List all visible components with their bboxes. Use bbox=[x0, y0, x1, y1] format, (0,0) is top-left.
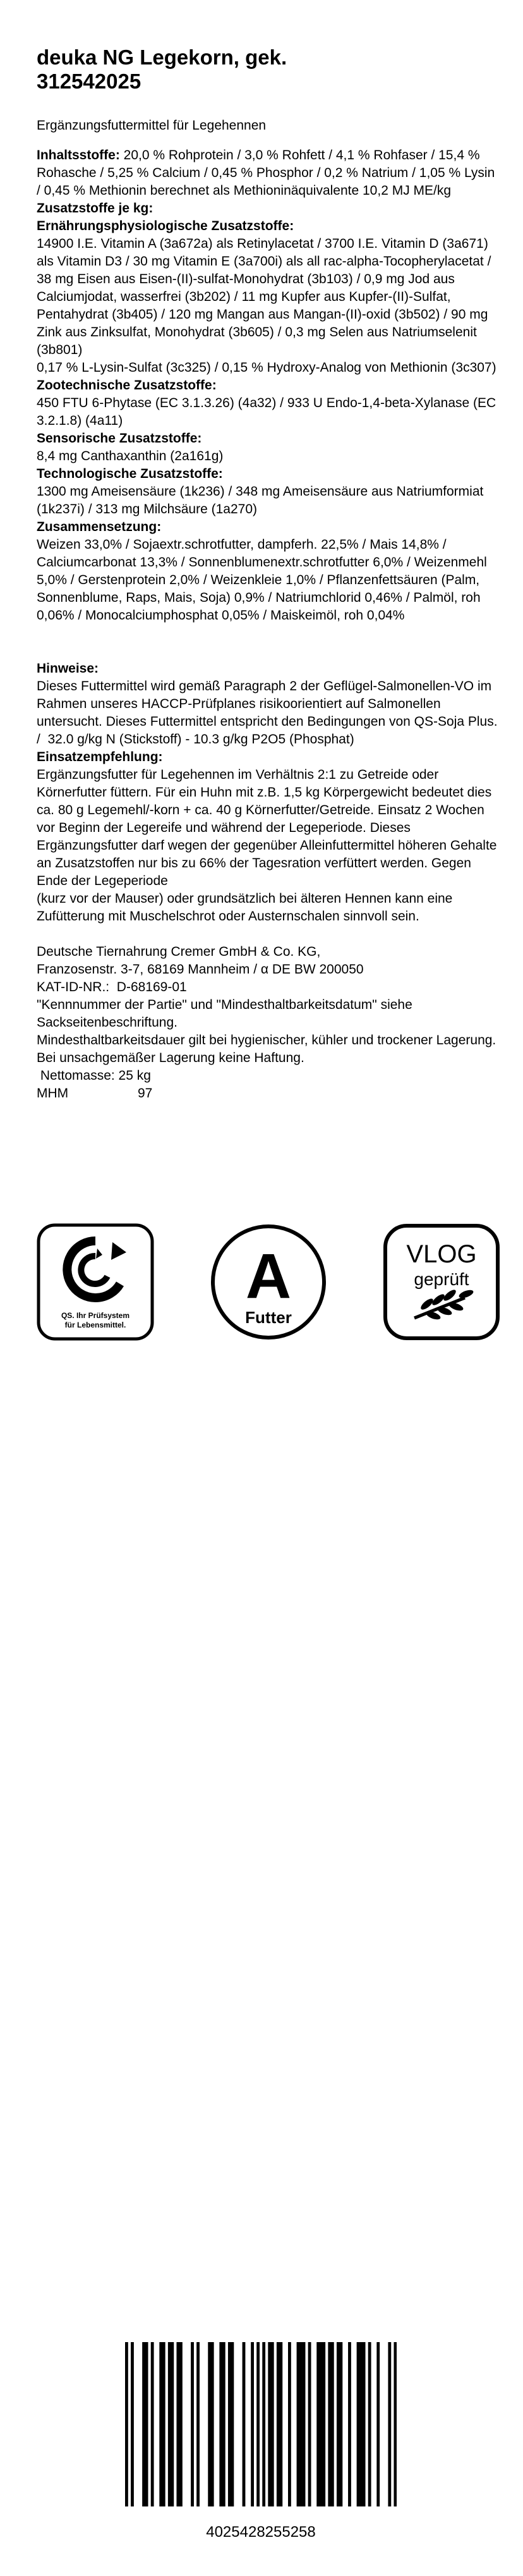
section-paragraph bbox=[37, 448, 501, 465]
barcode-bar bbox=[376, 2342, 380, 2506]
mhm-label: MHM bbox=[37, 1086, 69, 1101]
section-paragraph bbox=[37, 147, 501, 200]
barcode-bar bbox=[222, 2342, 225, 2506]
futter-text: Futter bbox=[245, 1308, 292, 1327]
barcode-bar bbox=[219, 2342, 222, 2506]
qs-logo bbox=[37, 1223, 154, 1341]
section-paragraph bbox=[37, 766, 501, 925]
barcode-bar bbox=[322, 2342, 325, 2506]
section-label: Hinweise: bbox=[37, 661, 99, 676]
barcode-bar bbox=[348, 2342, 351, 2506]
vlog-logo bbox=[383, 1223, 500, 1341]
section-paragraph bbox=[37, 536, 501, 625]
a-futter-logo bbox=[210, 1223, 327, 1341]
section-paragraph bbox=[37, 465, 501, 483]
section-text: 8,4 mg Canthaxanthin (2a161g) bbox=[37, 449, 224, 463]
section-label: Zootechnische Zusatzstoffe: bbox=[37, 378, 217, 393]
barcode-bar bbox=[176, 2342, 179, 2506]
kat-id: KAT-ID-NR.: D-68169-01 bbox=[37, 980, 187, 994]
barcode-bar bbox=[368, 2342, 371, 2506]
section-label: Zusammensetzung: bbox=[37, 520, 162, 534]
barcode-bar bbox=[297, 2342, 300, 2506]
barcode-bar bbox=[271, 2342, 274, 2506]
section-text: 14900 I.E. Vitamin A (3a672a) als Retinylacetat / 3700 I.E. Vitamin D (3a671) als Vitamin D3 / 30 mg Vitamin E (3a700i) als all rac-alpha-Tocopherylacetat / 38 mg Eisen aus Eisen-(II)-sulfat-Monohydrat (3b103) / 0,9 mg Jod aus Calciumjodat, wasserfrei (3b202) / 11 mg Kupfer aus Kupfer-(II)-Sulfat, Pentahydrat (3b405) / 120 mg Mangan aus Mangan-(II)-oxid (3b502) / 90 mg Zink aus Zinksulfat, Monohydrat (3b605) / 0,3 mg Selen aus Natriumselenit (3b801) bbox=[37, 236, 499, 357]
section-text: Dieses Futtermittel wird gemäß Paragraph 2 der Geflügel-Salmonellen-VO im Rahmen unseres HACCP-Prüfplanes risikoorientiert auf Salmonellen untersucht. Dieses Futtermittel entspricht den Bedingungen von QS-Soja Plus. / 32.0 g/kg N (Stickstoff) - 10.3 g/kg P2O5 (Phosphat) bbox=[37, 679, 502, 747]
barcode-bar bbox=[262, 2342, 265, 2506]
barcode-bar bbox=[359, 2342, 363, 2506]
composition-block bbox=[37, 147, 501, 625]
qs-text-1: QS. Ihr Prüfsystem bbox=[61, 1311, 130, 1320]
title-line-1: deuka NG Legekorn, gek. bbox=[37, 46, 287, 69]
a-futter-icon bbox=[210, 1223, 327, 1341]
barcode-bar bbox=[211, 2342, 214, 2506]
section-text: 1300 mg Ameisensäure (1k236) / 348 mg Ameisensäure aus Natriumformiat (1k237i) / 313 mg Milchsäure (1a270) bbox=[37, 484, 488, 516]
net-weight: Nettomasse: 25 kg bbox=[37, 1068, 151, 1083]
section-paragraph bbox=[37, 359, 501, 377]
barcode-bar bbox=[394, 2342, 397, 2506]
barcode-bar bbox=[279, 2342, 282, 2506]
barcode-bar bbox=[316, 2342, 320, 2506]
product-subtitle: Ergänzungsfuttermittel für Legehennen bbox=[37, 118, 267, 133]
product-title bbox=[37, 46, 501, 94]
section-text: 20,0 % Rohprotein / 3,0 % Rohfett / 4,1 % Rohfaser / 15,4 % Rohasche / 5,25 % Calcium / 0,45 % Phosphor / 0,2 % Natrium / 1,05 % Lysin / 0,45 % Methionin berechnet als Methioninäquivalente 10,2 MJ ME/kg bbox=[37, 148, 499, 198]
section-paragraph bbox=[37, 483, 501, 518]
title-line-2: 312542025 bbox=[37, 70, 141, 93]
a-letter: A bbox=[245, 1241, 292, 1312]
qs-logo-icon bbox=[37, 1223, 154, 1341]
section-label: Zusatzstoffe je kg: bbox=[37, 201, 153, 216]
section-paragraph bbox=[37, 394, 501, 430]
barcode-bar bbox=[339, 2342, 342, 2506]
barcode-bar bbox=[251, 2342, 254, 2506]
section-label: Einsatzempfehlung: bbox=[37, 750, 163, 764]
section-paragraph bbox=[37, 235, 501, 359]
gepruft-text: geprüft bbox=[414, 1269, 469, 1289]
barcode-bar bbox=[357, 2342, 360, 2506]
barcode-bar bbox=[208, 2342, 211, 2506]
vlog-icon bbox=[383, 1223, 500, 1341]
barcode bbox=[125, 2342, 397, 2506]
section-paragraph bbox=[37, 377, 501, 394]
instructions-block bbox=[37, 660, 501, 925]
section-paragraph bbox=[37, 200, 501, 217]
barcode-bar bbox=[308, 2342, 311, 2506]
qs-text-2: für Lebensmittel. bbox=[64, 1321, 126, 1329]
barcode-bar bbox=[243, 2342, 246, 2506]
barcode-bar bbox=[171, 2342, 174, 2506]
barcode-bar bbox=[268, 2342, 271, 2506]
section-text: 450 FTU 6-Phytase (EC 3.1.3.26) (4a32) / 933 U Endo-1,4-beta-Xylanase (EC 3.2.1.8) (4a11) bbox=[37, 396, 500, 428]
section-text: Weizen 33,0% / Sojaextr.schrotfutter, dampferh. 22,5% / Mais 14,8% / Calciumcarbonat 13,3% / Sonnenblumenextr.schrotfutter 6,0% / Weizenmehl 5,0% / Gerstenprotein 2,0% / Weizenkleie 1,0% / Pflanzenfettsäuren (Palm, Sonnenblume, Raps, Mais, Soja) 0,9% / Natriumchlorid 0,46% / Palmöl, roh 0,06% / Monocalciumphosphat 0,05% / Maiskeimöl, roh 0,04% bbox=[37, 537, 491, 623]
section-paragraph bbox=[37, 430, 501, 448]
section-label: Sensorische Zusatzstoffe: bbox=[37, 431, 202, 446]
barcode-bar bbox=[162, 2342, 165, 2506]
barcode-bar bbox=[125, 2342, 128, 2506]
barcode-bar bbox=[168, 2342, 171, 2506]
manufacturer-block bbox=[37, 943, 501, 1102]
barcode-bar bbox=[256, 2342, 260, 2506]
barcode-bar bbox=[179, 2342, 183, 2506]
section-label: Inhaltsstoffe: bbox=[37, 148, 120, 162]
barcode-bar bbox=[299, 2342, 303, 2506]
section-paragraph bbox=[37, 678, 501, 748]
barcode-bar bbox=[388, 2342, 391, 2506]
section-paragraph bbox=[37, 518, 501, 536]
barcode-bar bbox=[159, 2342, 162, 2506]
vlog-text: VLOG bbox=[406, 1240, 477, 1268]
barcode-bar bbox=[131, 2342, 134, 2506]
barcode-bar bbox=[231, 2342, 234, 2506]
section-label: Ernährungsphysiologische Zusatzstoffe: bbox=[37, 219, 294, 233]
barcode-bar bbox=[331, 2342, 334, 2506]
section-text: 0,17 % L-Lysin-Sulfat (3c325) / 0,15 % Hydroxy-Analog von Methionin (3c307) bbox=[37, 360, 496, 375]
barcode-bar bbox=[277, 2342, 280, 2506]
certification-logos bbox=[37, 1223, 501, 1350]
mhm-value: 97 bbox=[138, 1086, 153, 1101]
product-sheet bbox=[37, 0, 501, 1102]
barcode-bar bbox=[337, 2342, 340, 2506]
manufacturer-line-2: Franzosenstr. 3-7, 68169 Mannheim / α DE BW 200050 bbox=[37, 962, 364, 977]
barcode-bar bbox=[196, 2342, 200, 2506]
section-paragraph bbox=[37, 217, 501, 235]
section-label: Technologische Zusatzstoffe: bbox=[37, 467, 223, 481]
mhm-row bbox=[37, 1085, 501, 1102]
section-text: Ergänzungsfutter für Legehennen im Verhältnis 2:1 zu Getreide oder Körnerfutter füttern. Für ein Huhn mit z.B. 1,5 kg Körpergewicht bedeutet dies ca. 80 g Legemehl/-korn + ca. 40 g Körnerfutter/Getreide. Einsatz 2 Wochen vor Beginn der Legereife und während der Legeperiode. Dieses Ergänzungsfutter darf wegen der gegenüber Alleinfuttermittel höheren Gehalte an Zusatzstoffen nur bis zu 66% der Tagesration verfüttert werden. Gegen Ende der Legeperiode (kurz vor der Mauser) oder grundsätzlich bei älteren Hennen kann eine Zufütterung mit Muschelschrot oder Austernschalen sinnvoll sein. bbox=[37, 767, 497, 924]
storage-notes: "Kennnummer der Partie" und "Mindesthaltbarkeitsdatum" siehe Sackseitenbeschriftung. Mindesthaltbarkeitsdauer gilt bei hygienischer, kühler und trockener Lagerung. Bei unsachgemäßer Lagerung keine Haftung. bbox=[37, 998, 496, 1065]
barcode-bar bbox=[228, 2342, 231, 2506]
barcode-bar bbox=[191, 2342, 194, 2506]
section-paragraph bbox=[37, 660, 501, 678]
barcode-bar bbox=[303, 2342, 306, 2506]
barcode-bar bbox=[288, 2342, 291, 2506]
barcode-number: 4025428255258 bbox=[206, 2524, 316, 2541]
barcode-bar bbox=[328, 2342, 331, 2506]
barcode-bar bbox=[363, 2342, 366, 2506]
barcode-bar bbox=[320, 2342, 323, 2506]
manufacturer-line-1: Deutsche Tiernahrung Cremer GmbH & Co. KG, bbox=[37, 944, 321, 959]
barcode-bar bbox=[145, 2342, 148, 2506]
section-paragraph bbox=[37, 748, 501, 766]
barcode-bar bbox=[151, 2342, 154, 2506]
barcode-bar bbox=[142, 2342, 145, 2506]
